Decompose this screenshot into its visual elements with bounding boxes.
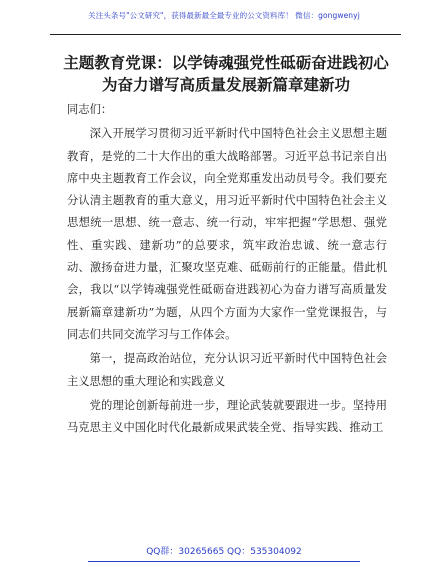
header-promo-note: 关注头条号"公文研究"，获得最新最全最专业的公文资料库！ 微信：gongwenyj	[88, 11, 360, 20]
document-body	[67, 99, 387, 439]
document-title: 主题教育党课：以学铸魂强党性砥砺奋进践初心为奋力谱写高质量发展新篇章建新功	[63, 54, 389, 94]
footer-contact-note: QQ群：30265665 QQ：535304092	[146, 547, 302, 557]
body-paragraph: 党的理论创新每前进一步，理论武装就要跟进一步。坚持用马克思主义中国化时代化最新成果武装全党、指导实践、推动工	[67, 398, 387, 435]
header-divider	[50, 34, 401, 35]
salutation: 同志们：	[67, 103, 113, 116]
body-paragraph: 深入开展学习贯彻习近平新时代中国特色社会主义思想主题教育，是党的二十大作出的重大战略部署。习近平总书记亲自出席中央主题教育工作会议，向全党郑重发出动员号令。我们要充分认清主题教育的重大意义，用习近平新时代中国特色社会主义思想统一思想、统一意志、统一行动，牢牢把握“学思想、强党性、重实践、建新功”的总要求，筑牢政治忠诚、统一意志行动、激扬奋进力量，汇聚攻坚克难、砥砺前行的正能量。借此机会，我以“以学铸魂强党性砥砺奋进践初心为奋力谱写高质量发展新篇章建新功”为题，从四个方面为大家作一堂党课报告，与同志们共同交流学习与工作体会。	[67, 127, 387, 341]
section-heading: 第一，提高政治站位，充分认识习近平新时代中国特色社会主义思想的重大理论和实践意义	[67, 352, 387, 388]
footer-underline	[88, 561, 360, 562]
